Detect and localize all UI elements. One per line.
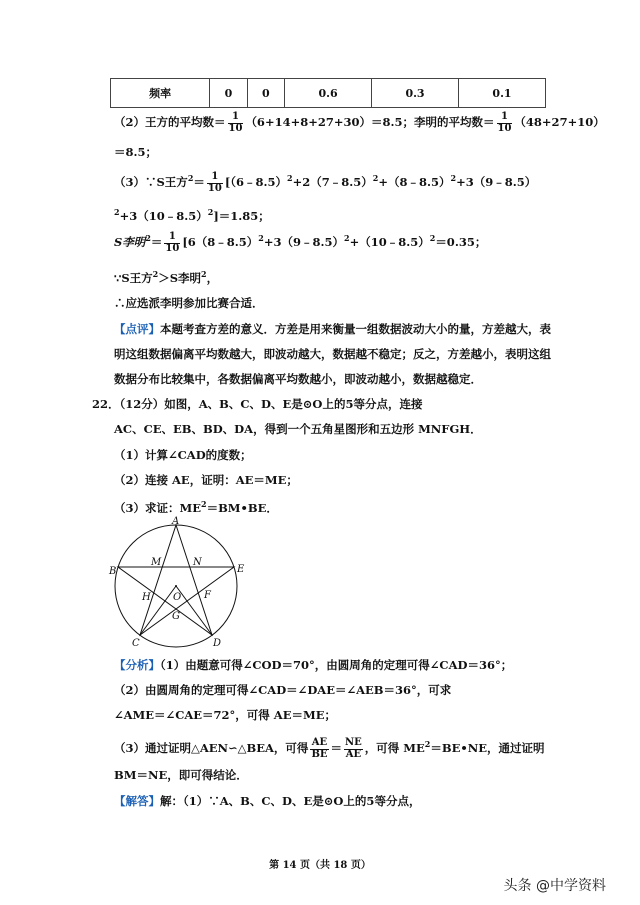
- label-m: M: [151, 557, 162, 568]
- label-n: N: [193, 557, 202, 568]
- part3-conclusion: ∴应选派李明参加比赛合适．: [114, 296, 264, 310]
- page-footer: 第 14 页（共 18 页）: [269, 860, 371, 871]
- superscript: 2: [287, 173, 293, 184]
- numerator: AE: [311, 737, 328, 748]
- superscript: 2: [201, 269, 207, 279]
- superscript: 2: [145, 233, 151, 244]
- label-f: F: [204, 590, 211, 601]
- denominator: AE: [345, 748, 362, 760]
- watermark: 头条 @中学资料: [503, 878, 606, 894]
- table-cell: 0: [247, 79, 284, 108]
- fraction: [228, 112, 244, 134]
- superscript: 2: [152, 269, 159, 279]
- text: ∵S王方: [114, 270, 153, 285]
- label-e: E: [237, 564, 245, 575]
- superscript: 2: [450, 173, 457, 184]
- pentagram-figure: [106, 516, 256, 652]
- label-o: O: [173, 592, 182, 603]
- table-header-cell: 频率: [111, 79, 210, 108]
- text: ＝BM•BE．: [206, 500, 278, 515]
- superscript: 2: [258, 233, 264, 244]
- denominator: 10: [497, 122, 512, 134]
- text: ，: [206, 270, 219, 285]
- denominator: BE: [311, 748, 328, 760]
- denominator: 10: [228, 122, 243, 134]
- text: （3）通过证明△AEN∽△BEA，可得: [114, 741, 309, 755]
- text: +3（9﹣8.5）: [456, 175, 537, 189]
- denominator: 10: [165, 242, 180, 254]
- label-h: H: [142, 592, 151, 603]
- text: +3（9﹣8.5）: [263, 235, 344, 249]
- superscript: 2: [429, 233, 436, 244]
- text: [（6﹣8.5）: [224, 175, 288, 189]
- part2-line: [114, 112, 605, 134]
- part3-line1: [114, 172, 536, 194]
- fraction: [344, 738, 363, 760]
- text: +（8﹣8.5）: [378, 175, 451, 189]
- text: ＝0.35；: [435, 235, 487, 249]
- part3-line2: [114, 208, 270, 222]
- text: （2）王方的平均数＝: [114, 115, 226, 129]
- text: （3）∵S王方: [114, 175, 188, 189]
- superscript: 2: [207, 207, 214, 217]
- superscript: 2: [201, 499, 207, 509]
- solution-line1: [114, 796, 554, 808]
- numerator: NE: [345, 737, 362, 748]
- analysis-line2: （2）由圆周角的定理可得∠CAD＝∠DAE＝∠AEB＝36°，可求: [114, 683, 452, 697]
- comment-line2: 明这组数据偏离平均数越大，即波动越大，数据越不稳定；反之，方差越小，表明这组: [114, 347, 551, 361]
- q22-line1: 22．（12分）如图，A、B、C、D、E是⊙O上的5等分点，连接: [92, 397, 423, 411]
- text: ＝: [330, 741, 343, 755]
- text: [6（8﹣8.5）: [182, 235, 259, 249]
- denominator: 10: [207, 182, 222, 194]
- table-cell: 0.3: [372, 79, 459, 108]
- analysis-line4: [114, 738, 544, 760]
- text: ＝: [150, 235, 163, 249]
- superscript: 2: [187, 173, 194, 184]
- table-cell: 0: [210, 79, 247, 108]
- table-row: [111, 79, 546, 108]
- part2-line-end: ＝8.5；: [114, 145, 158, 159]
- analysis-line5: BM＝NE，即可得结论．: [114, 768, 248, 782]
- label-g: G: [172, 611, 180, 622]
- solution-tag: 【解答】: [114, 794, 160, 808]
- q22-sub1: （1）计算∠CAD的度数；: [114, 448, 252, 462]
- fraction: [207, 172, 223, 194]
- text: ＝: [193, 175, 205, 189]
- analysis-line1: [114, 660, 554, 672]
- text: 本题考查方差的意义．方差是用来衡量一组数据波动大小的量，方差越大，表: [160, 322, 551, 336]
- superscript: 2: [424, 739, 431, 750]
- fraction: [164, 232, 180, 254]
- analysis-line3: ∠AME＝∠CAE＝72°，可得 AE＝ME；: [114, 708, 336, 722]
- superscript: 2: [114, 207, 120, 217]
- text: S李明: [114, 235, 146, 249]
- table-cell: 0.1: [459, 79, 546, 108]
- numerator: 1: [207, 172, 223, 184]
- label-c: C: [132, 638, 140, 649]
- q22-line2: AC、CE、EB、BD、DA，得到一个五角星图形和五边形 MNFGH．: [114, 422, 482, 436]
- numerator: 1: [497, 112, 513, 124]
- comment-line3: 数据分布比较集中，各数据偏离平均数越小，即波动越小，数据越稳定．: [114, 372, 482, 386]
- q22-sub2: （2）连接 AE，证明：AE＝ME；: [114, 473, 298, 487]
- label-d: D: [213, 638, 222, 649]
- center-point: [175, 585, 177, 587]
- text: ＞S李明: [158, 270, 202, 285]
- text: （1）由题意可得∠COD＝70°，由圆周角的定理可得∠CAD＝36°；: [160, 658, 513, 672]
- text: ＝BE•NE，通过证明: [430, 741, 545, 755]
- text: ，可得 ME: [364, 741, 425, 755]
- comment-tag: 【点评】: [114, 322, 160, 336]
- text: （6+14+8+27+30）＝8.5；李明的平均数＝: [245, 115, 495, 129]
- part3-compare: [114, 270, 218, 284]
- frequency-table: [110, 78, 546, 108]
- text: +3（10﹣8.5）: [119, 208, 208, 223]
- text: +（10﹣8.5）: [349, 235, 430, 249]
- label-a: A: [172, 516, 180, 527]
- comment-line1: [114, 324, 554, 336]
- text: +2（7﹣8.5）: [292, 175, 373, 189]
- text: 解：（1）∵A、B、C、D、E是⊙O上的5等分点，: [160, 794, 421, 808]
- text: （3）求证：ME: [114, 500, 201, 515]
- superscript: 2: [344, 233, 350, 244]
- fraction: [310, 738, 328, 760]
- fraction: [497, 112, 513, 134]
- analysis-tag: 【分析】: [114, 658, 160, 672]
- label-b: B: [109, 566, 117, 577]
- text: （48+27+10）: [514, 115, 605, 129]
- numerator: 1: [228, 112, 244, 124]
- q22-sub3: [114, 500, 278, 514]
- text: ]＝1.85；: [213, 208, 270, 223]
- part3-liming-variance: [114, 232, 486, 254]
- table-cell: 0.6: [285, 79, 372, 108]
- superscript: 2: [372, 173, 379, 184]
- numerator: 1: [164, 232, 180, 244]
